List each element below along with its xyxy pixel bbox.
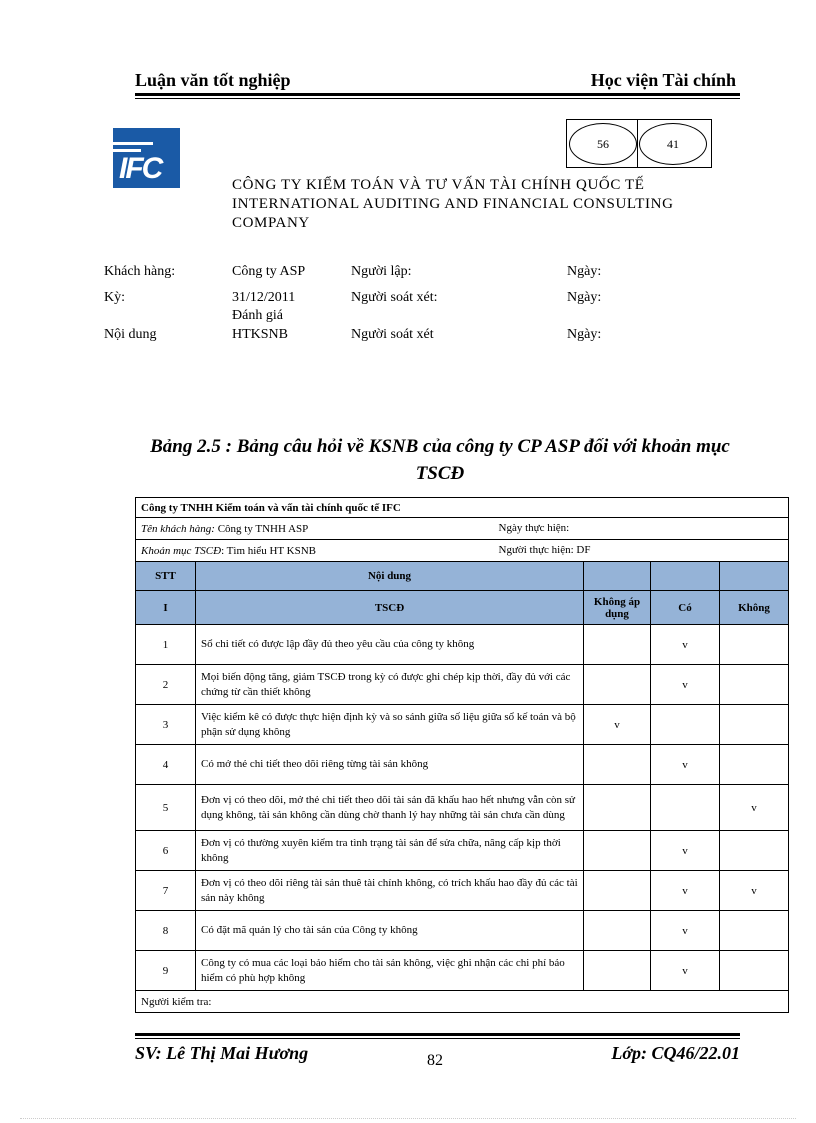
item-row-value: : Tìm hiểu HT KSNB	[221, 544, 316, 557]
date-label-3: Ngày:	[567, 327, 602, 342]
ksnb-questionnaire	[135, 497, 788, 1013]
footer-rule	[135, 1033, 740, 1036]
client-row-value: Công ty TNHH ASP	[214, 522, 309, 535]
logo-text: IFC	[119, 152, 162, 185]
badge-box	[566, 119, 712, 168]
company-line-3: COMPANY	[232, 215, 310, 231]
head-no: Không	[720, 591, 789, 625]
performer-row	[498, 540, 789, 562]
head-section-number: I	[136, 591, 196, 625]
reviewer2-label: Người soát xét	[351, 327, 434, 342]
client-row-label: Tên khách hàng:	[141, 522, 215, 535]
table-row: 3 Việc kiểm kê có được thực hiện định kỳ và so sánh giữa số liệu giữa sổ kế toán và bộ phận sử dụng không v	[136, 705, 789, 745]
head-section-title: TSCĐ	[196, 591, 584, 625]
head-yes: Có	[651, 591, 720, 625]
header-rule	[135, 93, 740, 96]
badge-oval-left: 56	[569, 123, 637, 165]
date-row	[498, 518, 789, 540]
client-label: Khách hàng:	[104, 264, 176, 279]
company-line-2: INTERNATIONAL AUDITING AND FINANCIAL CONSULTING	[232, 196, 674, 212]
period-label: Kỳ:	[104, 290, 125, 305]
date-row-label: Ngày thực hiện:	[498, 522, 570, 534]
head-content: Nội dung	[196, 562, 584, 591]
company-row: Công ty TNHH Kiểm toán và vấn tài chính quốc tế IFC	[136, 498, 789, 518]
head-stt: STT	[136, 562, 196, 591]
table-row: 1 Sổ chi tiết có được lập đầy đủ theo yêu cầu của công ty không v	[136, 625, 789, 665]
header-rule-thin	[135, 98, 740, 99]
footer-rule-thin	[135, 1038, 740, 1039]
caption-line-2: TSCĐ	[415, 463, 465, 484]
table-row: 6 Đơn vị có thường xuyên kiểm tra tình trạng tài sản để sửa chữa, nâng cấp kịp thời không v	[136, 831, 789, 871]
eval-value: Đánh giá	[232, 308, 283, 323]
table-row: 8 Có đặt mã quản lý cho tài sản của Công ty không v	[136, 911, 789, 951]
date-label-1: Ngày:	[567, 264, 602, 279]
page-bottom-border	[20, 1118, 796, 1119]
footer-student: SV: Lê Thị Mai Hương	[135, 1043, 309, 1063]
company-line-1: CÔNG TY KIỂM TOÁN VÀ TƯ VẤN TÀI CHÍNH QUỐC TẾ	[232, 177, 645, 193]
client-row	[136, 518, 651, 540]
page-number: 82	[427, 1052, 443, 1069]
content-label: Nội dung	[104, 327, 157, 342]
reviewer-label: Người soát xét:	[351, 290, 438, 305]
head-not-applicable: Không áp dụng	[584, 591, 651, 625]
table-row: 4 Có mở thẻ chi tiết theo dõi riêng từng tài sản không v	[136, 745, 789, 785]
table-row: 5 Đơn vị có theo dõi, mở thẻ chi tiết theo dõi tài sản đã khấu hao hết nhưng vẫn còn sử dụng không, tài sản không cần dùng chờ thanh lý hay những tài sản chưa cần dùng v	[136, 785, 789, 831]
table-caption	[120, 433, 760, 487]
badge-oval-right: 41	[639, 123, 707, 165]
performer-text: Người thực hiện: DF	[498, 544, 591, 556]
header-right: Học viện Tài chính	[590, 70, 736, 90]
content-value: HTKSNB	[232, 327, 289, 342]
inspector-row: Người kiểm tra:	[136, 991, 789, 1013]
table-row: 7 Đơn vị có theo dõi riêng tài sản thuê tài chính không, có trích khấu hao đầy đủ các tài sản này không v v	[136, 871, 789, 911]
table-row: 9 Công ty có mua các loại bảo hiểm cho tài sản không, việc ghi nhận các chi phí bảo hiểm có phù hợp không v	[136, 951, 789, 991]
date-label-2: Ngày:	[567, 290, 602, 305]
preparer-label: Người lập:	[351, 264, 412, 279]
footer-class: Lớp: CQ46/22.01	[611, 1043, 740, 1063]
period-value: 31/12/2011	[232, 290, 296, 305]
caption-line-1: Bảng 2.5 : Bảng câu hỏi về KSNB của công ty CP ASP đối với khoản mục	[150, 436, 730, 457]
ifc-logo	[113, 128, 180, 188]
item-row-label: Khoản mục TSCĐ	[141, 544, 222, 557]
header-left: Luận văn tốt nghiệp	[135, 70, 291, 90]
client-value: Công ty ASP	[232, 264, 306, 279]
table-row: 2 Mọi biến động tăng, giảm TSCĐ trong kỳ có được ghi chép kịp thời, đầy đủ với các chứng từ cần thiết không v	[136, 665, 789, 705]
company-name	[232, 176, 712, 233]
